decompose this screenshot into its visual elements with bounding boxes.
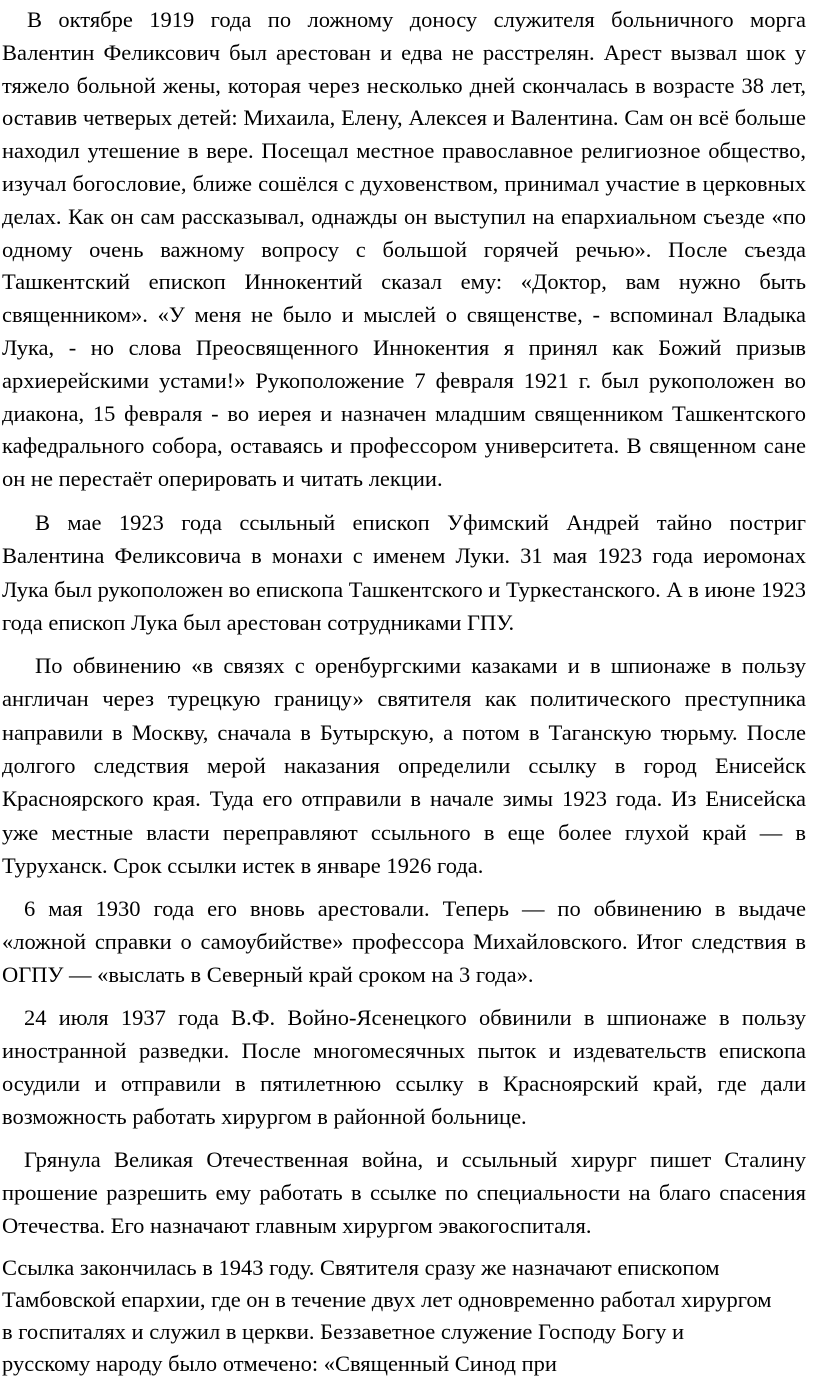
paragraph-arrest-1937: 24 июля 1937 года В.Ф. Войно-Ясенецкого обвинили в шпионаже в пользу иностранной разведки. После многомесячных пыток и издевательств епископа осудили и отправили в пятилетнюю ссылку в Красноярский край, где дали возможность работать хирургом в районной больнице.	[2, 1005, 806, 1130]
paragraph-monastic-tonsure-1923: В мае 1923 года ссыльный епископ Уфимский Андрей тайно постриг Валентина Феликсовича в монахи с именем Луки. 31 мая 1923 года иеромонах Лука был рукоположен во епископа Ташкентского и Туркестанского. А в июне 1923 года епископ Лука был арестован сотрудниками ГПУ.	[2, 509, 806, 635]
paragraph-exile-yeniseisk: По обвинению «в связях с оренбургскими казаками и в шпионаже в пользу англичан через турецкую границу» святителя как политического преступника направили в Москву, сначала в Бутырскую, а потом в Таганскую тюрьму. После долгого следствия мерой наказания определили ссылку в город Енисейск Красноярского края. Туда его отправили в начале зимы 1923 года. Из Енисейска уже местные власти переправляют ссыльного в еще более глухой край — в Туруханск. Срок ссылки истек в январе 1926 года.	[2, 653, 806, 878]
paragraph-arrest-1919: В октябре 1919 года по ложному доносу служителя больничного морга Валентин Феликсович был арестован и едва не расстрелян. Арест вызвал шок у тяжело больной жены, которая через несколько дней скончалась в возрасте 38 лет, оставив четверых детей: Михаила, Елену, Алексея и Валентина. Сам он всё больше находил утешение в вере. Посещал местное православное религиозное общество, изучал богословие, ближе сошёлся с духовенством, принимал участие в церковных делах. Как он сам рассказывал, однажды он выступил на епархиальном съезде «по одному очень важному вопросу с большой горячей речью». После съезда Ташкентский епископ Иннокентий сказал ему: «Доктор, вам нужно быть священником». «У меня не было и мыслей о священстве, - вспоминал Владыка Лука, - но слова Преосвященного Иннокентия я принял как Божий призыв архиерейскими устами!» Рукоположение 7 февраля 1921 г. был рукоположен во диакона, 15 февраля - во иерея и назначен младшим священником Ташкентского кафедрального собора, оставаясь и профессором университета. В священном сане он не перестаёт оперировать и читать лекции.	[2, 7, 806, 492]
paragraph-great-patriotic-war: Грянула Великая Отечественная война, и ссыльный хирург пишет Сталину прошение разрешить ему работать в ссылке по специальности на благо спасения Отечества. Его назначают главным хирургом эвакогоспиталя.	[2, 1147, 806, 1239]
paragraph-arrest-1930: 6 мая 1930 года его вновь арестовали. Теперь — по обвинению в выдаче «ложной справки о самоубийстве» профессора Михайловского. Итог следствия в ОГПУ — «выслать в Северный край сроком на 3 года».	[2, 896, 806, 988]
paragraph-tambov-diocese: Ссылка закончилась в 1943 году. Святителя сразу же назначают епископом Тамбовской епархии, где он в течение двух лет одновременно работал хирургом в госпиталях и служил в церкви. Беззаветное служение Господу Богу и русскому народу было отмечено: «Священный Синод при	[2, 1255, 772, 1377]
